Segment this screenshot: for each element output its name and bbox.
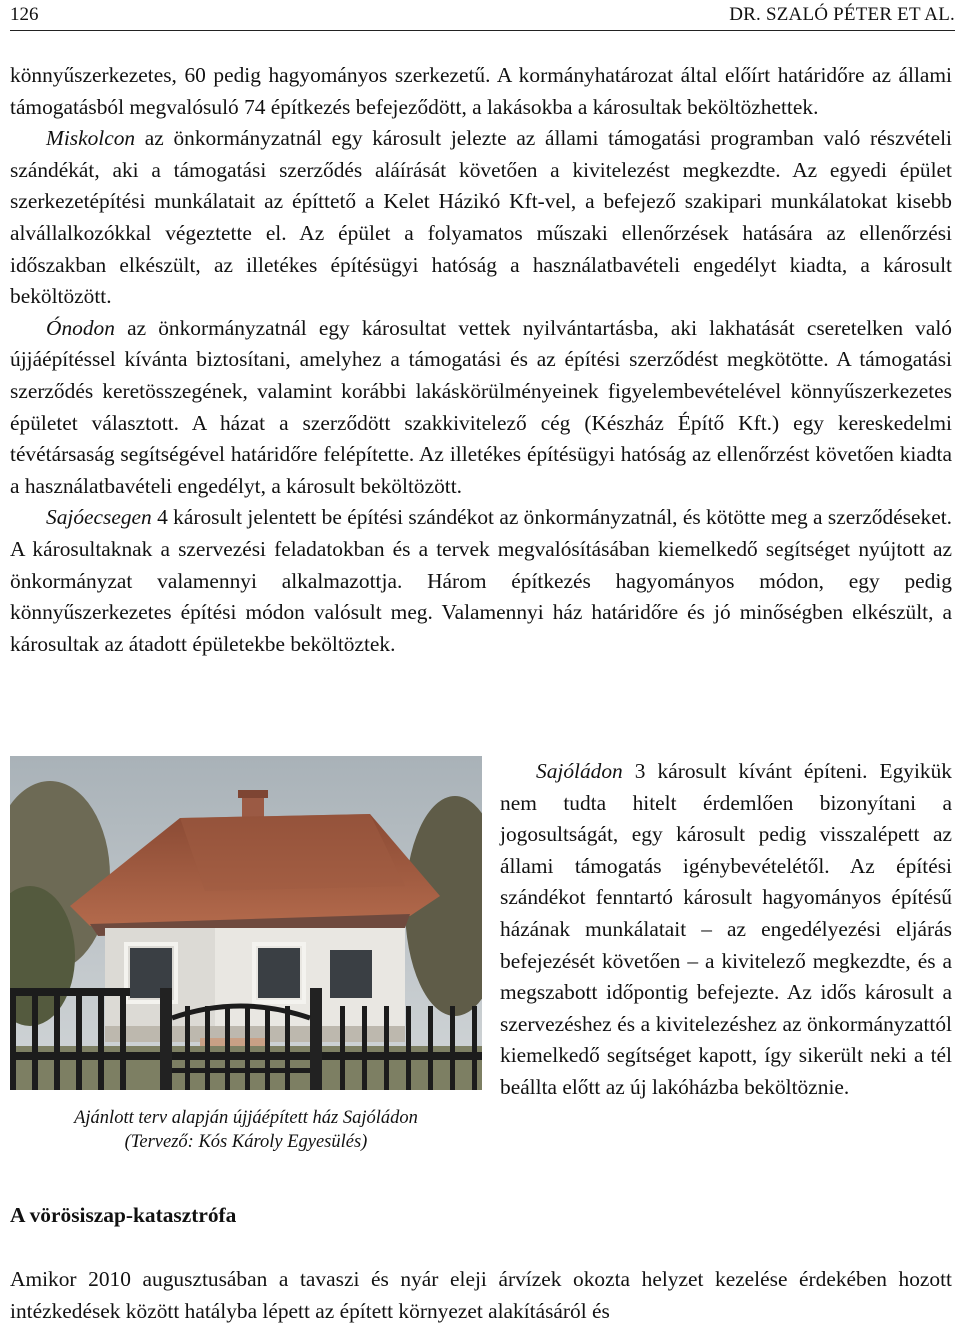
paragraph-section-start: Amikor 2010 augusztusában a tavaszi és nyár eleji árvízek okozta helyzet kezelése érdekében hozott intézkedések között hatályba lépett az épített környezet alakításáról és bbox=[10, 1267, 952, 1323]
paragraph-sajolad: Sajóládon 3 károsult kívánt építeni. Egyikük nem tudta hitelt érdemlően bizonyítani a jogosultságát, egy károsult pedig visszalépett az állami támogatás igénybevételétől. Az építési szándékot fenntartó károsult hagyományos építésű házának munkálatait – az engedélyezési eljárás befejezését követően – a kivitelező megkezdte, és a megszabott időpontig befejezte. Az idős károsult a szervezéshez és a kivitelezéshez az önkormányzattól kiemelkedő segítséget kapott, így sikerült neki a tél beállta előtt az új lakóházba beköltöznie. bbox=[500, 759, 952, 1099]
place-name: Miskolcon bbox=[46, 126, 136, 151]
paragraph-miskolc: Miskolcon az önkormányzatnál egy károsult jelezte az állami támogatási programban való részvételi szándékát, aki a támogatási szerződés aláírását követően a kivitelezést megkezdte. Az egyedi épület szerkezetépítési munkálatait az építtető a Kelet Házikó Kft-vel, a befejező szakipari munkálatokat kisebb alvállalkozókkal végeztette el. Az épület a folyamatos műszaki ellenőrzések hatására az ellenőrzési időszakban elkészült, az illetékes építésügyi hatóság a használatbavételi engedélyt kiadta, a károsult beköltözött. bbox=[10, 126, 952, 309]
paragraph-continuation: könnyűszerkezetes, 60 pedig hagyományos szerkezetű. A kormányhatározat által előírt határidőre az állami támogatásból megvalósuló 74 építkezés befejeződött, a lakásokba a károsultak beköltözhettek. bbox=[10, 63, 952, 119]
paragraph-sajoecseg: Sajóecsegen 4 károsult jelentett be építési szándékot az önkormányzatnál, és kötötte meg a szerződéseket. A károsultaknak a szervezési feladatokban és a tervek megvalósításában kiemelkedő segítséget nyújtott az önkormányzat valamennyi alkalmazottja. Három építkezés hagyományos módon, egy pedig könnyűszerkezetes építési módon valósult meg. Valamennyi ház határidőre és jó minőségben elkészült, a károsultak az átadott épületekbe beköltöztek. bbox=[10, 505, 952, 656]
body-text-bottom bbox=[10, 1264, 952, 1327]
caption-line-1: Ajánlott terv alapján újjáépített ház Sajóládon bbox=[74, 1108, 418, 1128]
page-header bbox=[10, 2, 955, 31]
caption-line-2: (Tervező: Kós Károly Egyesülés) bbox=[124, 1132, 368, 1152]
side-text-sajolad bbox=[500, 756, 952, 1104]
place-name: Sajóládon bbox=[536, 759, 623, 783]
paragraph-onod: Ónodon az önkormányzatnál egy károsultat vettek nyilvántartásba, aki lakhatását cseretelken való újjáépítéssel kívánta biztosítani, amelyhez a támogatási és az építési szerződést megkötötte. A támogatási szerződés keretösszegének, valamint korábbi lakáskörülményeinek figyelembevételével könnyűszerkezetes épületet választott. A házat a szerződött szakkivitelező cég (Készház Építő Kft.) egy kereskedelmi tévétársaság segítségével határidőre felépítette. Az illetékes építésügyi hatóság az ellenőrzést követően kiadta a használatbavételi engedélyt, a károsult beköltözött. bbox=[10, 315, 952, 498]
place-name: Ónodon bbox=[46, 315, 115, 340]
body-text-top bbox=[10, 60, 952, 660]
figure-caption bbox=[10, 1106, 482, 1154]
place-name: Sajóecsegen bbox=[46, 505, 152, 530]
house-photo bbox=[10, 756, 482, 1090]
page-number: 126 bbox=[10, 4, 39, 25]
section-heading: A vörösiszap-katasztrófa bbox=[10, 1203, 237, 1227]
running-head: DR. SZALÓ PÉTER ET AL. bbox=[729, 4, 955, 25]
house-figure bbox=[10, 756, 482, 1154]
